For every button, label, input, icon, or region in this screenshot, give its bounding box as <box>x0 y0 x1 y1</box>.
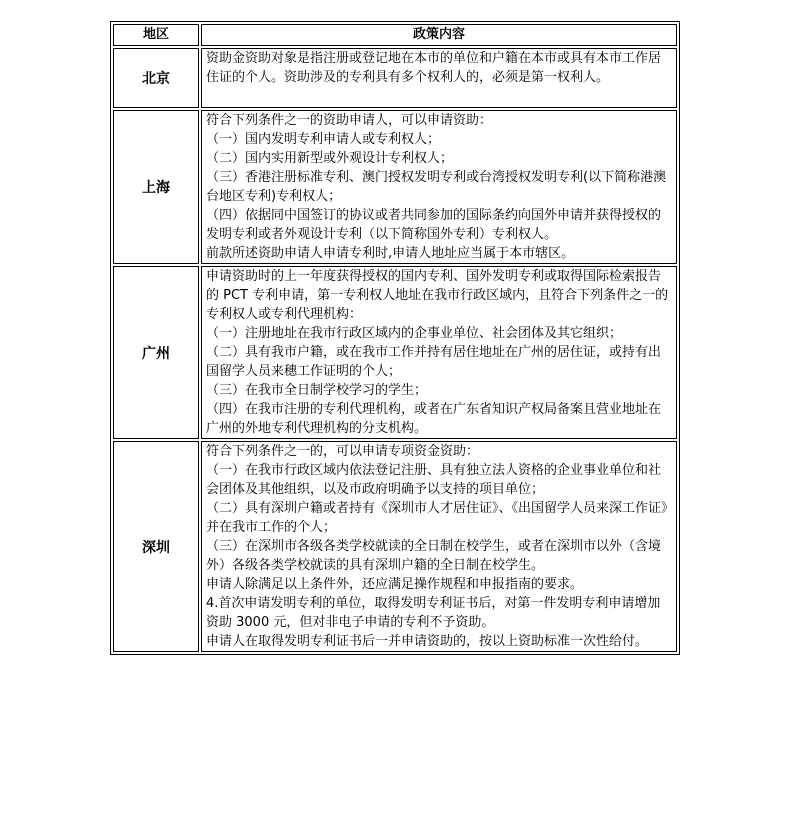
policy-line: 4.首次申请发明专利的单位，取得发明专利证书后，对第一件发明专利申请增加资助 3000 元，但对非电子申请的专利不予资助。 <box>206 596 661 630</box>
policy-content-cell <box>201 110 677 264</box>
policy-line: （二）具有深圳户籍或者持有《深圳市人才居住证》、《出国留学人员来深工作证》并在我市工作的个人； <box>206 501 668 535</box>
table-header-row <box>113 24 677 46</box>
policy-line: （三）香港注册标准专利、澳门授权发明专利或台湾授权发明专利(以下简称港澳台地区专利)专利权人； <box>206 170 667 204</box>
policy-line: 符合下列条件之一的，可以申请专项资金资助： <box>206 444 480 459</box>
policy-line: 申请人除满足以上条件外，还应满足操作规程和申报指南的要求。 <box>206 577 584 592</box>
table-row <box>113 441 677 652</box>
region-cell: 北京 <box>113 48 199 108</box>
policy-content-cell <box>201 266 677 439</box>
policy-content-cell <box>201 48 677 108</box>
table-row <box>113 266 677 439</box>
policy-line: （三）在我市全日制学校学习的学生； <box>206 383 428 398</box>
policy-line: 资助金资助对象是指注册或登记地在本市的单位和户籍在本市或具有本市工作居住证的个人。资助涉及的专利具有多个权利人的，必须是第一权利人。 <box>206 51 662 85</box>
policy-line: （一）在我市行政区域内依法登记注册、具有独立法人资格的企业事业单位和社会团体及其他组织，以及市政府明确予以支持的项目单位； <box>206 463 662 497</box>
policy-line: 前款所述资助申请人申请专利时,申请人地址应当属于本市辖区。 <box>206 246 575 261</box>
policy-line: 申请资助时的上一年度获得授权的国内专利、国外发明专利或取得国际检索报告的 PCT 专利申请，第一专利权人地址在我市行政区域内，且符合下列条件之一的专利权人或专利代理机构： <box>206 269 669 322</box>
policy-table <box>110 21 680 655</box>
policy-line: （四）依据同中国签订的协议或者共同参加的国际条约向国外申请并获得授权的发明专利或者外观设计专利（以下简称国外专利）专利权人。 <box>206 208 662 242</box>
region-cell: 广州 <box>113 266 199 439</box>
region-cell: 上海 <box>113 110 199 264</box>
policy-line: （二）具有我市户籍，或在我市工作并持有居住地址在广州的居住证，或持有出国留学人员来穗工作证明的个人； <box>206 345 662 379</box>
policy-line: 申请人在取得发明专利证书后一并申请资助的，按以上资助标准一次性给付。 <box>206 634 649 649</box>
policy-line: （三）在深圳市各级各类学校就读的全日制在校学生，或者在深圳市以外（含境外）各级各类学校就读的具有深圳户籍的全日制在校学生。 <box>206 539 662 573</box>
table-row <box>113 48 677 108</box>
policy-content-cell <box>201 441 677 652</box>
policy-line: （二）国内实用新型或外观设计专利权人； <box>206 151 454 166</box>
policy-line: 符合下列条件之一的资助申请人，可以申请资助： <box>206 113 493 128</box>
policy-line: （一）国内发明专利申请人或专利权人； <box>206 132 441 147</box>
policy-line: （一）注册地址在我市行政区域内的企事业单位、社会团体及其它组织； <box>206 326 623 341</box>
policy-line: （四）在我市注册的专利代理机构，或者在广东省知识产权局备案且营业地址在广州的外地专利代理机构的分支机构。 <box>206 402 662 436</box>
header-region: 地区 <box>113 24 199 46</box>
region-cell: 深圳 <box>113 441 199 652</box>
header-policy-content: 政策内容 <box>201 24 677 46</box>
table-row <box>113 110 677 264</box>
